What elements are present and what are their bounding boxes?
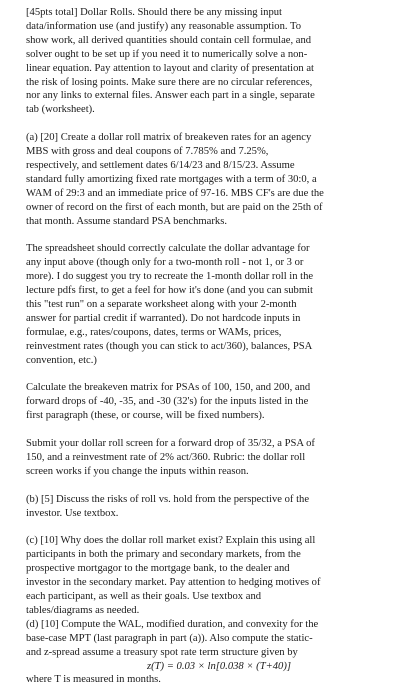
spreadsheet-note-paragraph: The spreadsheet should correctly calculate the dollar advantage for any input above (though only for a two-month roll - not 1, or 3 or more). I do suggest you try to recreate the 1-month dollar roll in the lecture pdfs first, to get a feel for how it's done (and you can submit this "test run" on a separate worksheet along with your 2-month answer for partial credit if warranted). Do not hardcode inputs in formulae, e.g., rates/coupons, dates, terms or WAMs, prices, reinvestment rates (though you can stick to act/360), balances, PSA convention, etc.) [26,243,314,366]
part-d-paragraph: (d) [10] Compute the WAL, modified duration, and convexity for the base-case MPT (last paragraph in part (a)). Also compute the static- and z-spread assume a treasury spot rate term structure given by [26,618,319,658]
submit-screen-paragraph: Submit your dollar roll screen for a forward drop of 35/32, a PSA of 150, and a reinvestment rate of 2% act/360. Rubric: the dollar roll screen works if you change the inputs within reason. [26,438,315,477]
breakeven-matrix-paragraph: Calculate the breakeven matrix for PSAs of 100, 150, and 200, and forward drops of -40, -35, and -30 (32's) for the inputs listed in the first paragraph (these, or course, will be fixed numbers). [26,382,311,422]
part-a-paragraph [26,131,324,228]
where-line: where T is measured in months. [26,674,161,686]
document-body [26,6,324,687]
part-b-paragraph: (b) [5] Discuss the risks of roll vs. hold from the perspective of the investor. Use textbox. [26,493,310,519]
intro-paragraph: [45pts total] Dollar Rolls. Should there be any missing input data/information use (and justify) any reasonable assumption. To show work, all derived quantities should contain cell formulae, and solver ought to be set up if you need it to numerically solve a non-linear equation. Pay attention to layout and clarity of presentation at the risk of losing points. Make sure there are no circular references, nor any links to external files. Answer each part in a single, separate tab (worksheet). [26,7,315,116]
part-a-text: (a) [20] Create a dollar roll matrix of breakeven rates for an agency MBS with gross and deal coupons of 7.785% and 7.25%, respectively, and settlement dates 6/14/23 and 8/15/23. Assume standard fully amortizing fixed rate mortgages with a term of 30:0, a WAM of 29:3 and an immediate price of 97-16. MBS CF's are due the owner of record on the first of each month, but are paid on the 25th of that month. Assume standard PSA benchmarks. [26,132,324,227]
spot-rate-formula: z(T) = 0.03 × ln[0.038 × (T+40)] [147,660,291,672]
part-c-paragraph: (c) [10] Why does the dollar roll market exist? Explain this using all participants in both the primary and secondary markets, from the prospective mortgagor to the mortgage bank, to the dealer and investor in the secondary market. Pay attention to hedging motives of each participant, as well as their goals. Use textbox and tables/diagrams as needed. [26,535,321,616]
